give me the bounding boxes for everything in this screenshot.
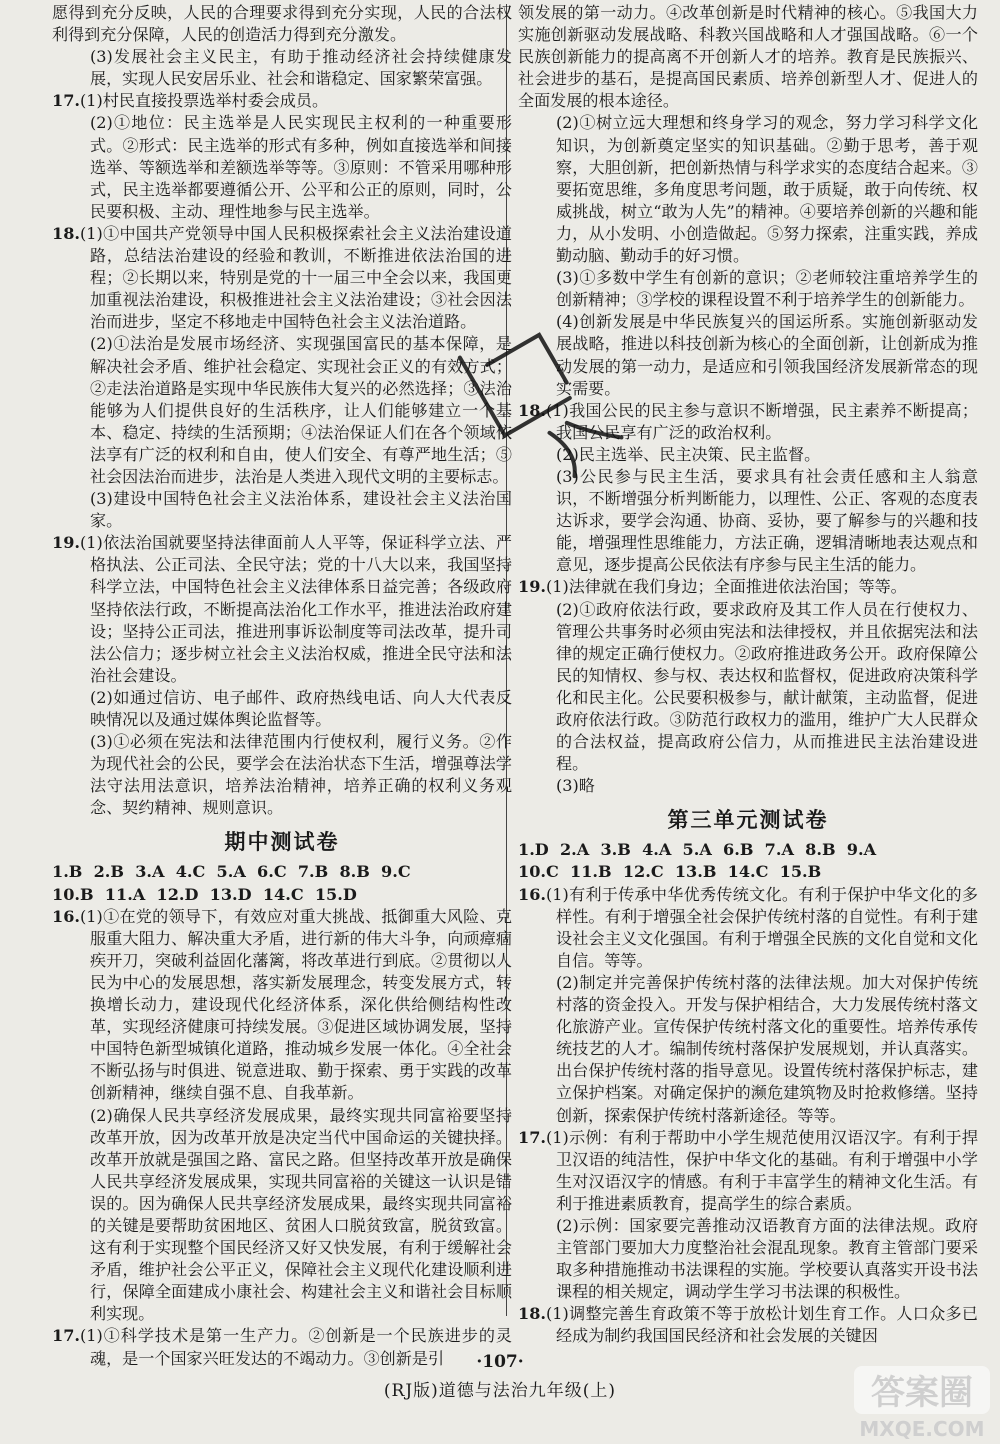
answer-text: (1)①在党的领导下，有效应对重大挑战、抵御重大风险、克服重大阻力、解决重大矛盾，进行新的伟大斗争，向顽瘴痼疾开刀，突破利益固化藩篱，将改革进行到底。②贯彻以人民为中心的发展思想，落实新发展理念，转变发展方式，转换增长动力，建设现代化经济体系，深化供给侧结构性改革，实现经济健康可持续发展。③促进区域协调发展，坚持中国特色新型城镇化道路，推动城乡发展一体化。④全社会不断弘扬与时俱进、锐意进取、勤于探索、勇于实践的改革创新精神，继续自强不息、自我革新。: [80, 906, 512, 1103]
question-number: 19.: [518, 577, 546, 597]
question-answer: [52, 906, 512, 1105]
question-number: 17.: [52, 91, 80, 111]
sub-answer: (2)①法治是发展市场经济、实现强国富民的基本保障，是解决社会矛盾、维护社会稳定、实现社会正义的有效方式；②走法治道路是实现中华民族伟大复兴的必然选择；③法治能够为人们提供良好的生活秩序，让人们能够建立一个基本、稳定、持续的生活预期；④法治保证人们在各个领域依法享有广泛的权利和自由，使人们安全、有尊严地生活；⑤社会因法治而进步，法治是人类进入现代文明的主要标志。: [90, 334, 512, 486]
watermark-url: MXQE.COM: [859, 1417, 985, 1441]
question-answer: [518, 1303, 978, 1347]
left-column: [52, 2, 512, 1370]
question-number: 16.: [52, 906, 80, 926]
question-number: 18.: [518, 400, 546, 420]
answer-text: (1)村民直接投票选举村委会成员。: [80, 91, 329, 111]
answer-text: (1)法律就在我们身边；全面推进依法治国；等等。: [546, 577, 907, 597]
answer-key-line: 10.B 11.A 12.D 13.D 14.C 15.D: [52, 884, 357, 904]
section-title: 第三单元测试卷: [667, 808, 829, 833]
question-number: 18.: [518, 1304, 546, 1324]
question-number: 17.: [518, 1127, 546, 1147]
continued-text: 领发展的第一动力。④改革创新是时代精神的核心。⑤我国大力实施创新驱动发展战略、科教兴国战略和人才强国战略。⑥一个民族创新能力的提高离不开创新人才的培养。教育是民族振兴、社会进步的基石，是提高国民素质、培养创新型人才、促进人的全面发展的根本途径。: [518, 3, 978, 111]
question-number: 17.: [52, 1326, 80, 1346]
answer-key-line: 10.C 11.B 12.C 13.B 14.C 15.B: [518, 862, 822, 882]
continued-text: 愿得到充分反映，人民的合理要求得到充分实现，人民的合法权利得到充分保障，人民的创造活力得到充分激发。: [52, 3, 512, 45]
sub-answer: (2)民主选举、民主决策、民主监督。: [556, 444, 821, 464]
question-answer: [518, 884, 978, 972]
sub-answer: (3)①必须在宪法和法律范围内行使权利，履行义务。②作为现代社会的公民，要学会在法治状态下生活，增强尊法学法守法用法意识，培养法治精神，培养正确的权利义务观念、契约精神、规则意识。: [90, 732, 512, 818]
question-answer: [52, 90, 512, 112]
question-number: 18.: [52, 223, 80, 243]
sub-answer: (2)如通过信访、电子邮件、政府热线电话、向人大代表反映情况以及通过媒体舆论监督等。: [90, 687, 512, 729]
answer-key-line: 1.B 2.B 3.A 4.C 5.A 6.C 7.B 8.B 9.C: [52, 862, 411, 882]
question-answer: [52, 223, 512, 333]
sub-answer: (4)创新发展是中华民族复兴的国运所系。实施创新驱动发展战略，推进以科技创新为核心的全面创新，让创新成为推动发展的第一动力，是适应和引领我国经济发展新常态的现实需要。: [556, 312, 978, 398]
sub-answer: (3)发展社会主义民主，有助于推动经济社会持续健康发展，实现人民安居乐业、社会和谐稳定、国家繁荣富强。: [90, 47, 512, 89]
sub-answer: (3)公民参与民主生活，要求具有社会责任感和主人翁意识，不断增强分析判断能力，以理性、公正、客观的态度表达诉求，要学会沟通、协商、妥协，要了解参与的兴趣和技能，增强理性思维能力，方法正确，逻辑清晰地表达观点和意见，逐步提高公民依法有序参与民主生活的能力。: [556, 466, 978, 575]
answer-text: (1)①中国共产党领导中国人民积极探索社会主义法治建设道路，总结法治建设的经验和教训，不断推进依法治国的进程；②长期以来，特别是党的十一届三中全会以来，我国更加重视法治建设，积极推进社会主义法治建设；③社会因法治而进步，坚定不移地走中国特色社会主义法治道路。: [80, 223, 512, 332]
right-column: [518, 2, 978, 1348]
question-answer: [518, 576, 978, 598]
answer-text: (1)①科学技术是第一生产力。②创新是一个民族进步的灵魂，是一个国家兴旺发达的不竭动力。③创新是引: [80, 1326, 512, 1368]
section-title: 期中测试卷: [224, 830, 340, 855]
sub-answer: (2)示例：国家要完善推动汉语教育方面的法律法规。政府主管部门要加大力度整治社会混乱现象。教育主管部门要采取多种措施推动书法课程的实施。学校要认真落实开设书法课程的相关规定，调动学生学习书法课的积极性。: [556, 1215, 978, 1302]
watermark-logo: [852, 1364, 992, 1442]
watermark-text: 答案圈: [871, 1373, 973, 1413]
sub-answer: (3)略: [556, 776, 595, 796]
sub-answer: (2)①政府依法行政，要求政府及其工作人员在行使权力、管理公共事务时必须由宪法和法律授权，并且依据宪法和法律的规定正确行使权力。②政府推进政务公开。政府保障公民的知情权、参与权、表达权和监督权，促进政府决策科学化和民主化。公民要积极参与，献计献策，主动监督，促进政府依法行政。③防范行政权力的滥用，维护广大人民群众的合法权益，提高政府公信力，从而推进民主法治建设进程。: [556, 599, 978, 774]
answer-text: (1)依法治国就要坚持法律面前人人平等，保证科学立法、严格执法、公正司法、全民守法；党的十八大以来，我国坚持科学立法，中国特色社会主义法律体系日益完善；各级政府坚持依法行政，不断提高法治化工作水平，推进法治政府建设；坚持公正司法，推进刑事诉讼制度等司法改革，提升司法公信力；逐步树立社会主义法治权威，推进全民守法和法治社会建设。: [80, 533, 512, 685]
sub-answer: (2)确保人民共享经济发展成果，最终实现共同富裕要坚持改革开放，因为改革开放是决定当代中国命运的关键抉择。改革开放就是强国之路、富民之路。但坚持改革开放是确保人民共享经济发展成果，实现共同富裕的关键这一认识是错误的。因为确保人民共享经济发展成果，最终实现共同富裕的关键是要帮助贫困地区、贫困人口脱贫致富，脱贫致富。这有利于实现整个国民经济又好又快发展，有利于缓解社会矛盾，维护社会公平正义，保障社会主义现代化建设顺利进行，保障全面建成小康社会、构建社会主义和谐社会目标顺利实现。: [90, 1105, 512, 1324]
question-answer: [518, 1127, 978, 1215]
answer-key-line: 1.D 2.A 3.B 4.A 5.A 6.B 7.A 8.B 9.A: [518, 840, 877, 860]
page-number: ·107·: [476, 1352, 524, 1372]
answer-text: (1)有利于传承中华优秀传统文化。有利于保护中华文化的多样性。有利于增强全社会保护传统村落的自觉性。有利于建设社会主义文化强国。有利于增强全民族的文化自觉和文化自信。等等。: [546, 884, 978, 970]
answer-text: (1)我国公民的民主参与意识不断增强，民主素养不断提高；我国公民享有广泛的政治权利。: [546, 400, 978, 442]
sub-answer: (2)①树立远大理想和终身学习的观念，努力学习科学文化知识，为创新奠定坚实的知识基础。②勤于思考，善于观察，大胆创新，把创新热情与科学求实的态度结合起来。③要拓宽思维，多角度思考问题，敢于质疑，敢于向传统、权威挑战，树立“敢为人先”的精神。④要培养创新的兴趣和能力，从小发明、小创造做起。⑤努力探索，注重实践，养成勤动脑、勤动手的好习惯。: [556, 113, 978, 266]
question-answer: [52, 532, 512, 687]
sub-answer: (3)建设中国特色社会主义法治体系，建设社会主义法治国家。: [90, 489, 512, 531]
answer-text: (1)示例：有利于帮助中小学生规范使用汉语汉字。有利于捍卫汉语的纯洁性，保护中华文化的基础。有利于增强中小学生对汉语汉字的情感。有利于丰富学生的精神文化生活。有利于推进素质教育，提高学生的综合素质。: [546, 1127, 978, 1213]
question-number: 19.: [52, 533, 80, 553]
sub-answer: (2)①地位：民主选举是人民实现民主权利的一种重要形式。②形式：民主选举的形式有多种，例如直接选举和间接选举、等额选举和差额选举等等。③原则：不管采用哪种形式，民主选举都要遵循公开、公平和公正的原则，同时，公民要积极、主动、理性地参与民主选举。: [90, 113, 512, 221]
question-number: 16.: [518, 884, 546, 904]
sub-answer: (2)制定并完善保护传统村落的法律法规。加大对保护传统村落的资金投入。开发与保护相结合，大力发展传统村落文化旅游产业。宣传保护传统村落文化的重要性。培养传承传统技艺的人才。编制传统村落保护发展规划，并认真落实。出台保护传统村落的指导意见。设置传统村落保护标志，建立保护档案。对确定保护的濒危建筑物及时抢救修缮。坚持创新，探索保护传统村落新途径。等等。: [556, 972, 978, 1125]
sub-answer: (3)①多数中学生有创新的意识；②老师较注重培养学生的创新精神；③学校的课程设置不利于培养学生的创新能力。: [556, 268, 978, 310]
answer-text: (1)调整完善生育政策不等于放松计划生育工作。人口众多已经成为制约我国国民经济和社会发展的关键因: [546, 1304, 978, 1346]
page-footer: (RJ版)道德与法治九年级(上): [383, 1381, 617, 1401]
